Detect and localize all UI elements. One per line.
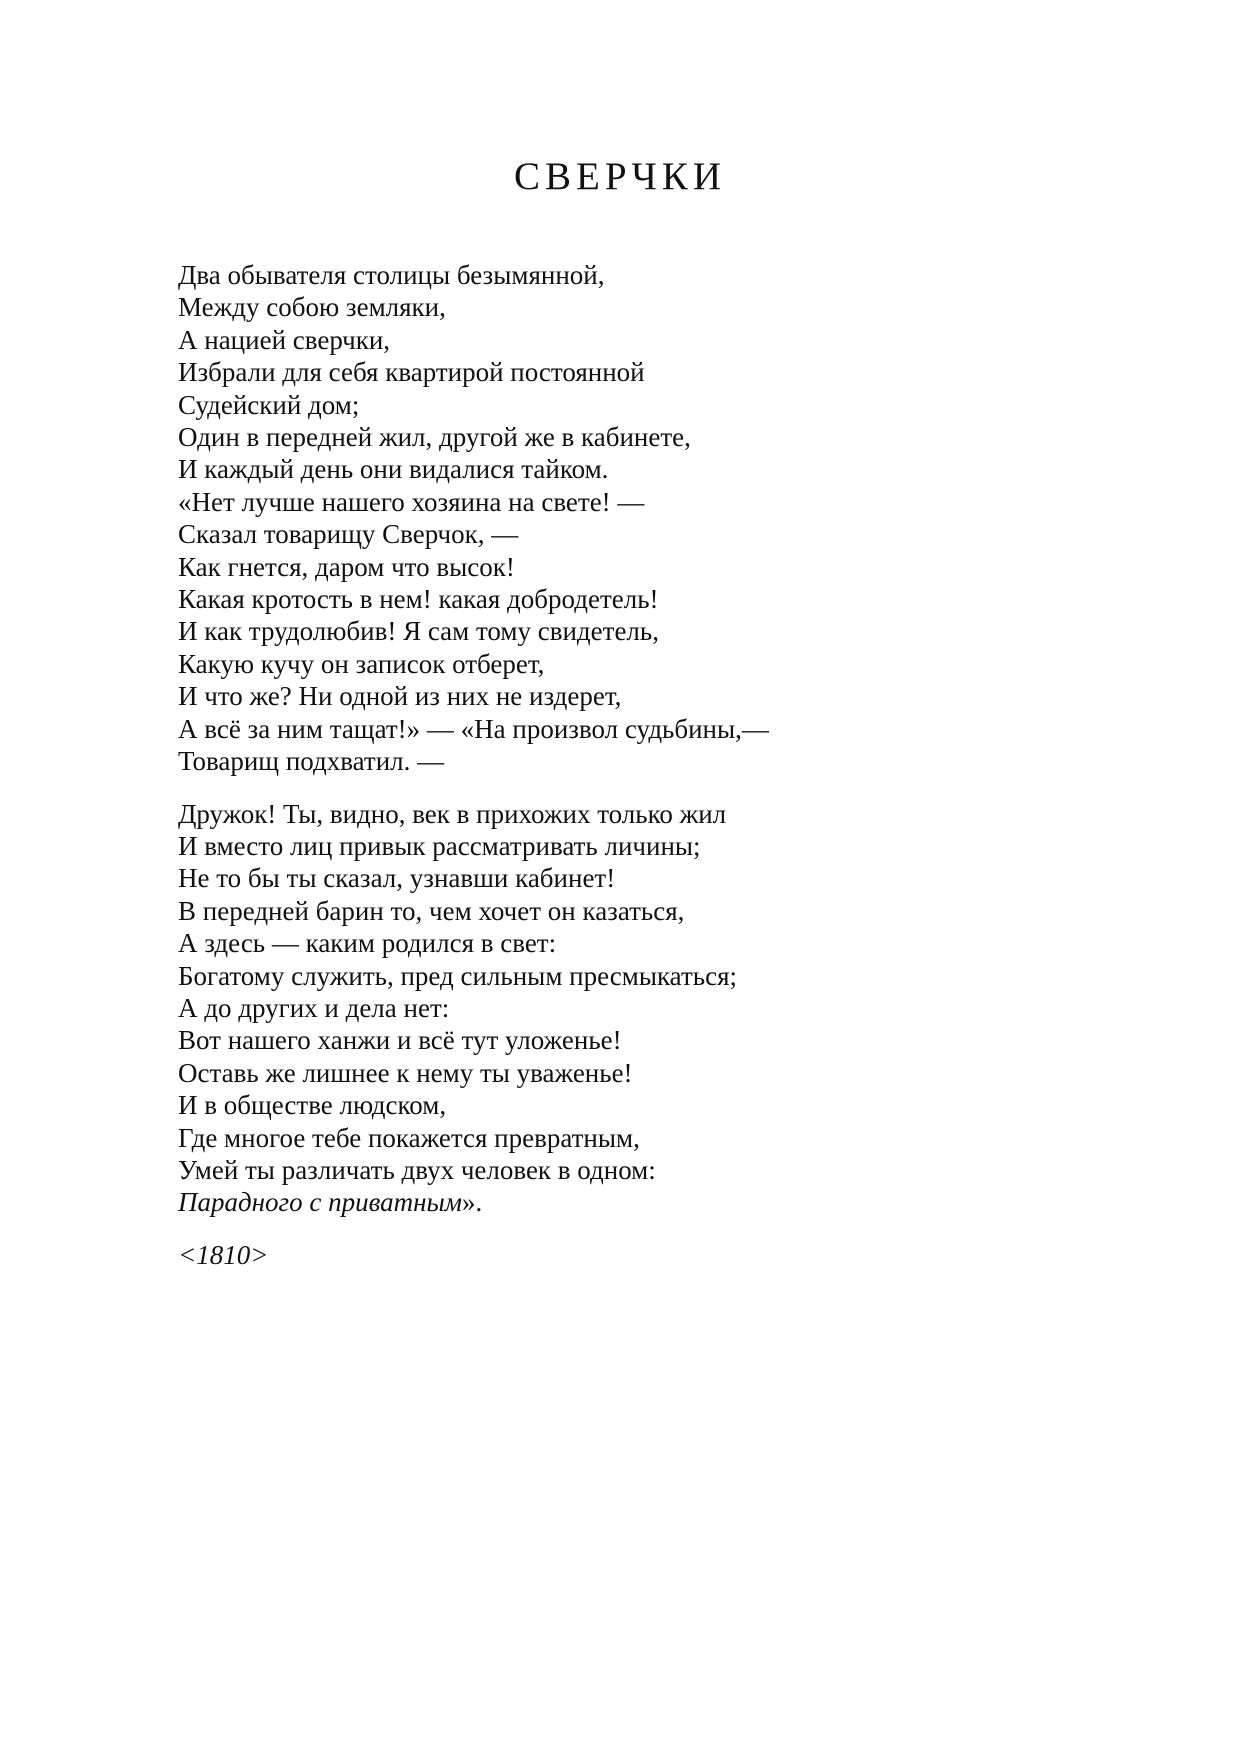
poem-line: Два обывателя столицы безымянной, — [178, 260, 605, 290]
poem-line: И что же? Ни одной из них не издерет, — [178, 681, 622, 712]
final-line-italic: Парадного с приватным — [178, 1187, 463, 1218]
poem-line: В передней барин то, чем хочет он казаться, — [178, 895, 685, 926]
poem-line: Один в передней жил, другой же в кабинете, — [178, 422, 691, 453]
poem-line: Вот нашего ханжи и всё тут уложенье! — [178, 1025, 622, 1056]
poem-line: Как гнется, даром что высок! — [178, 551, 515, 582]
stanza-1 — [178, 259, 1138, 778]
poem-line: Где многое тебе покажется превратным, — [178, 1122, 640, 1153]
poem-line: Какая кротость в нем! какая добродетель! — [178, 584, 659, 615]
poem-line: И каждый день они видалися тайком. — [178, 454, 609, 485]
poem-date: <1810> — [178, 1239, 269, 1270]
poem-line: Судейский дом; — [178, 389, 360, 420]
poem-line: Сказал товарищу Сверчок, — — [178, 519, 519, 550]
stanza-2-ending — [178, 1186, 1138, 1218]
poem-line: И как трудолюбив! Я сам тому свидетель, — [178, 616, 659, 647]
stanza-2 — [178, 798, 1138, 1187]
poem-line: Не то бы ты сказал, узнавши кабинет! — [178, 863, 616, 894]
poem-line: Какую кучу он записок отберет, — [178, 648, 545, 679]
poem-title: СВЕРЧКИ — [513, 155, 727, 198]
poem-line: Дружок! Ты, видно, век в прихожих только жил — [178, 798, 727, 829]
poem-line: «Нет лучше нашего хозяина на свете! — — [178, 486, 645, 517]
poem-line: Оставь же лишнее к нему ты уваженье! — [178, 1057, 633, 1088]
poem-line: А здесь — каким родился в свет: — [178, 928, 557, 959]
poem-line: Богатому служить, пред сильным пресмыкаться; — [178, 960, 737, 991]
poem-line: А нацией сверчки, — [178, 324, 391, 355]
poem-line: Избрали для себя квартирой постоянной — [178, 357, 645, 388]
final-line-tail: ». — [462, 1187, 483, 1218]
poem-line: Товарищ подхватил. — — [178, 746, 445, 777]
poem-line: Между собою земляки, — [178, 292, 446, 323]
poem-line: И вместо лиц привык рассматривать личины; — [178, 830, 701, 861]
final-line — [178, 1186, 1138, 1218]
poem-line: Умей ты различать двух человек в одном: — [178, 1154, 656, 1185]
poem-line: А до других и дела нет: — [178, 992, 450, 1023]
poem-line: А всё за ним тащат!» — «На произвол судьбины,— — [178, 713, 769, 744]
poem-body — [178, 259, 1138, 1271]
poem-line: И в обществе людском, — [178, 1090, 447, 1121]
